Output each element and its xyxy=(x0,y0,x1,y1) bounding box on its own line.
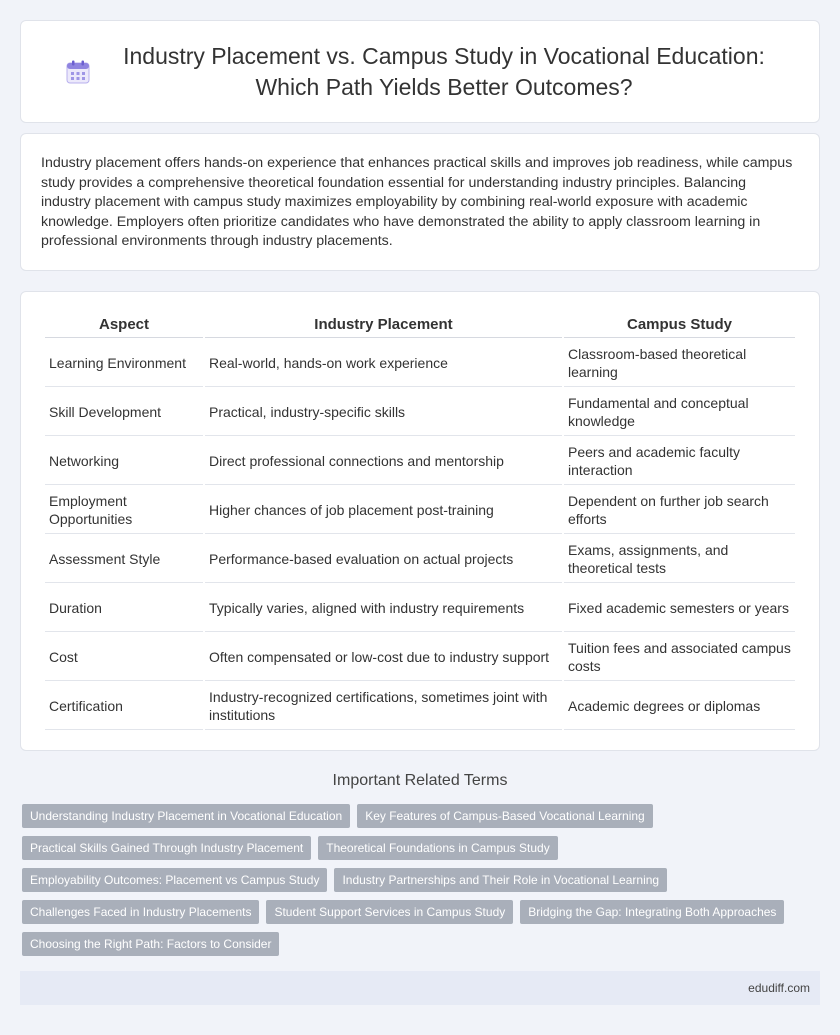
table-cell: Performance-based evaluation on actual projects xyxy=(205,536,562,583)
table-row xyxy=(45,438,795,485)
table-cell: Real-world, hands-on work experience xyxy=(205,340,562,387)
table-cell: Fundamental and conceptual knowledge xyxy=(564,389,795,436)
table-row xyxy=(45,487,795,534)
page-title: Industry Placement vs. Campus Study in Vocational Education: Which Path Yields Better Outcomes? xyxy=(123,42,765,100)
table-row xyxy=(45,536,795,583)
table-cell: Dependent on further job search efforts xyxy=(564,487,795,534)
table-header-row xyxy=(45,312,795,338)
table-cell: Fixed academic semesters or years xyxy=(564,585,795,632)
header-campus-study: Campus Study xyxy=(564,312,795,338)
related-terms-heading: Important Related Terms xyxy=(332,772,508,789)
table-row xyxy=(45,340,795,387)
table-cell: Direct professional connections and mentorship xyxy=(205,438,562,485)
table-cell: Employment Opportunities xyxy=(45,487,203,534)
related-term-tag[interactable]: Key Features of Campus-Based Vocational Learning xyxy=(357,804,653,828)
table-row xyxy=(45,585,795,632)
table-cell: Exams, assignments, and theoretical tests xyxy=(564,536,795,583)
table-row xyxy=(45,634,795,681)
calendar-icon xyxy=(65,59,91,85)
table-cell: Assessment Style xyxy=(45,536,203,583)
related-term-tag[interactable]: Understanding Industry Placement in Vocational Education xyxy=(22,804,350,828)
table-cell: Academic degrees or diplomas xyxy=(564,683,795,730)
table-cell: Practical, industry-specific skills xyxy=(205,389,562,436)
table-cell: Cost xyxy=(45,634,203,681)
table-row xyxy=(45,683,795,730)
intro-card xyxy=(20,133,820,271)
header-aspect: Aspect xyxy=(45,312,203,338)
table-cell: Typically varies, aligned with industry requirements xyxy=(205,585,562,632)
table-cell: Skill Development xyxy=(45,389,203,436)
related-term-tag[interactable]: Employability Outcomes: Placement vs Campus Study xyxy=(22,868,327,892)
related-terms-tags xyxy=(22,804,812,956)
related-term-tag[interactable]: Student Support Services in Campus Study xyxy=(266,900,513,924)
footer-site-link[interactable]: edudiff.com xyxy=(748,981,810,995)
table-cell: Industry-recognized certifications, sometimes joint with institutions xyxy=(205,683,562,730)
related-term-tag[interactable]: Theoretical Foundations in Campus Study xyxy=(318,836,557,860)
table-cell: Higher chances of job placement post-training xyxy=(205,487,562,534)
related-term-tag[interactable]: Challenges Faced in Industry Placements xyxy=(22,900,259,924)
related-term-tag[interactable]: Industry Partnerships and Their Role in Vocational Learning xyxy=(334,868,667,892)
table-cell: Learning Environment xyxy=(45,340,203,387)
related-term-tag[interactable]: Choosing the Right Path: Factors to Consider xyxy=(22,932,279,956)
header-industry-placement: Industry Placement xyxy=(205,312,562,338)
table-cell: Tuition fees and associated campus costs xyxy=(564,634,795,681)
table-cell: Networking xyxy=(45,438,203,485)
related-term-tag[interactable]: Practical Skills Gained Through Industry Placement xyxy=(22,836,311,860)
footer xyxy=(20,971,820,1005)
related-term-tag[interactable]: Bridging the Gap: Integrating Both Approaches xyxy=(520,900,784,924)
intro-paragraph: Industry placement offers hands-on experience that enhances practical skills and improves job readiness, while campus study provides a comprehensive theoretical foundation essential for understanding industry principles. Balancing industry placement with campus study maximizes employability by combining real-world exposure with academic knowledge. Employers often prioritize candidates who have demonstrated the ability to apply classroom learning in professional environments through industry placements. xyxy=(41,155,793,250)
table-row xyxy=(45,389,795,436)
table-cell: Duration xyxy=(45,585,203,632)
comparison-table-card xyxy=(20,291,820,751)
table-cell: Often compensated or low-cost due to industry support xyxy=(205,634,562,681)
table-cell: Peers and academic faculty interaction xyxy=(564,438,795,485)
table-cell: Classroom-based theoretical learning xyxy=(564,340,795,387)
table-cell: Certification xyxy=(45,683,203,730)
comparison-table xyxy=(43,310,797,732)
title-card xyxy=(20,20,820,123)
